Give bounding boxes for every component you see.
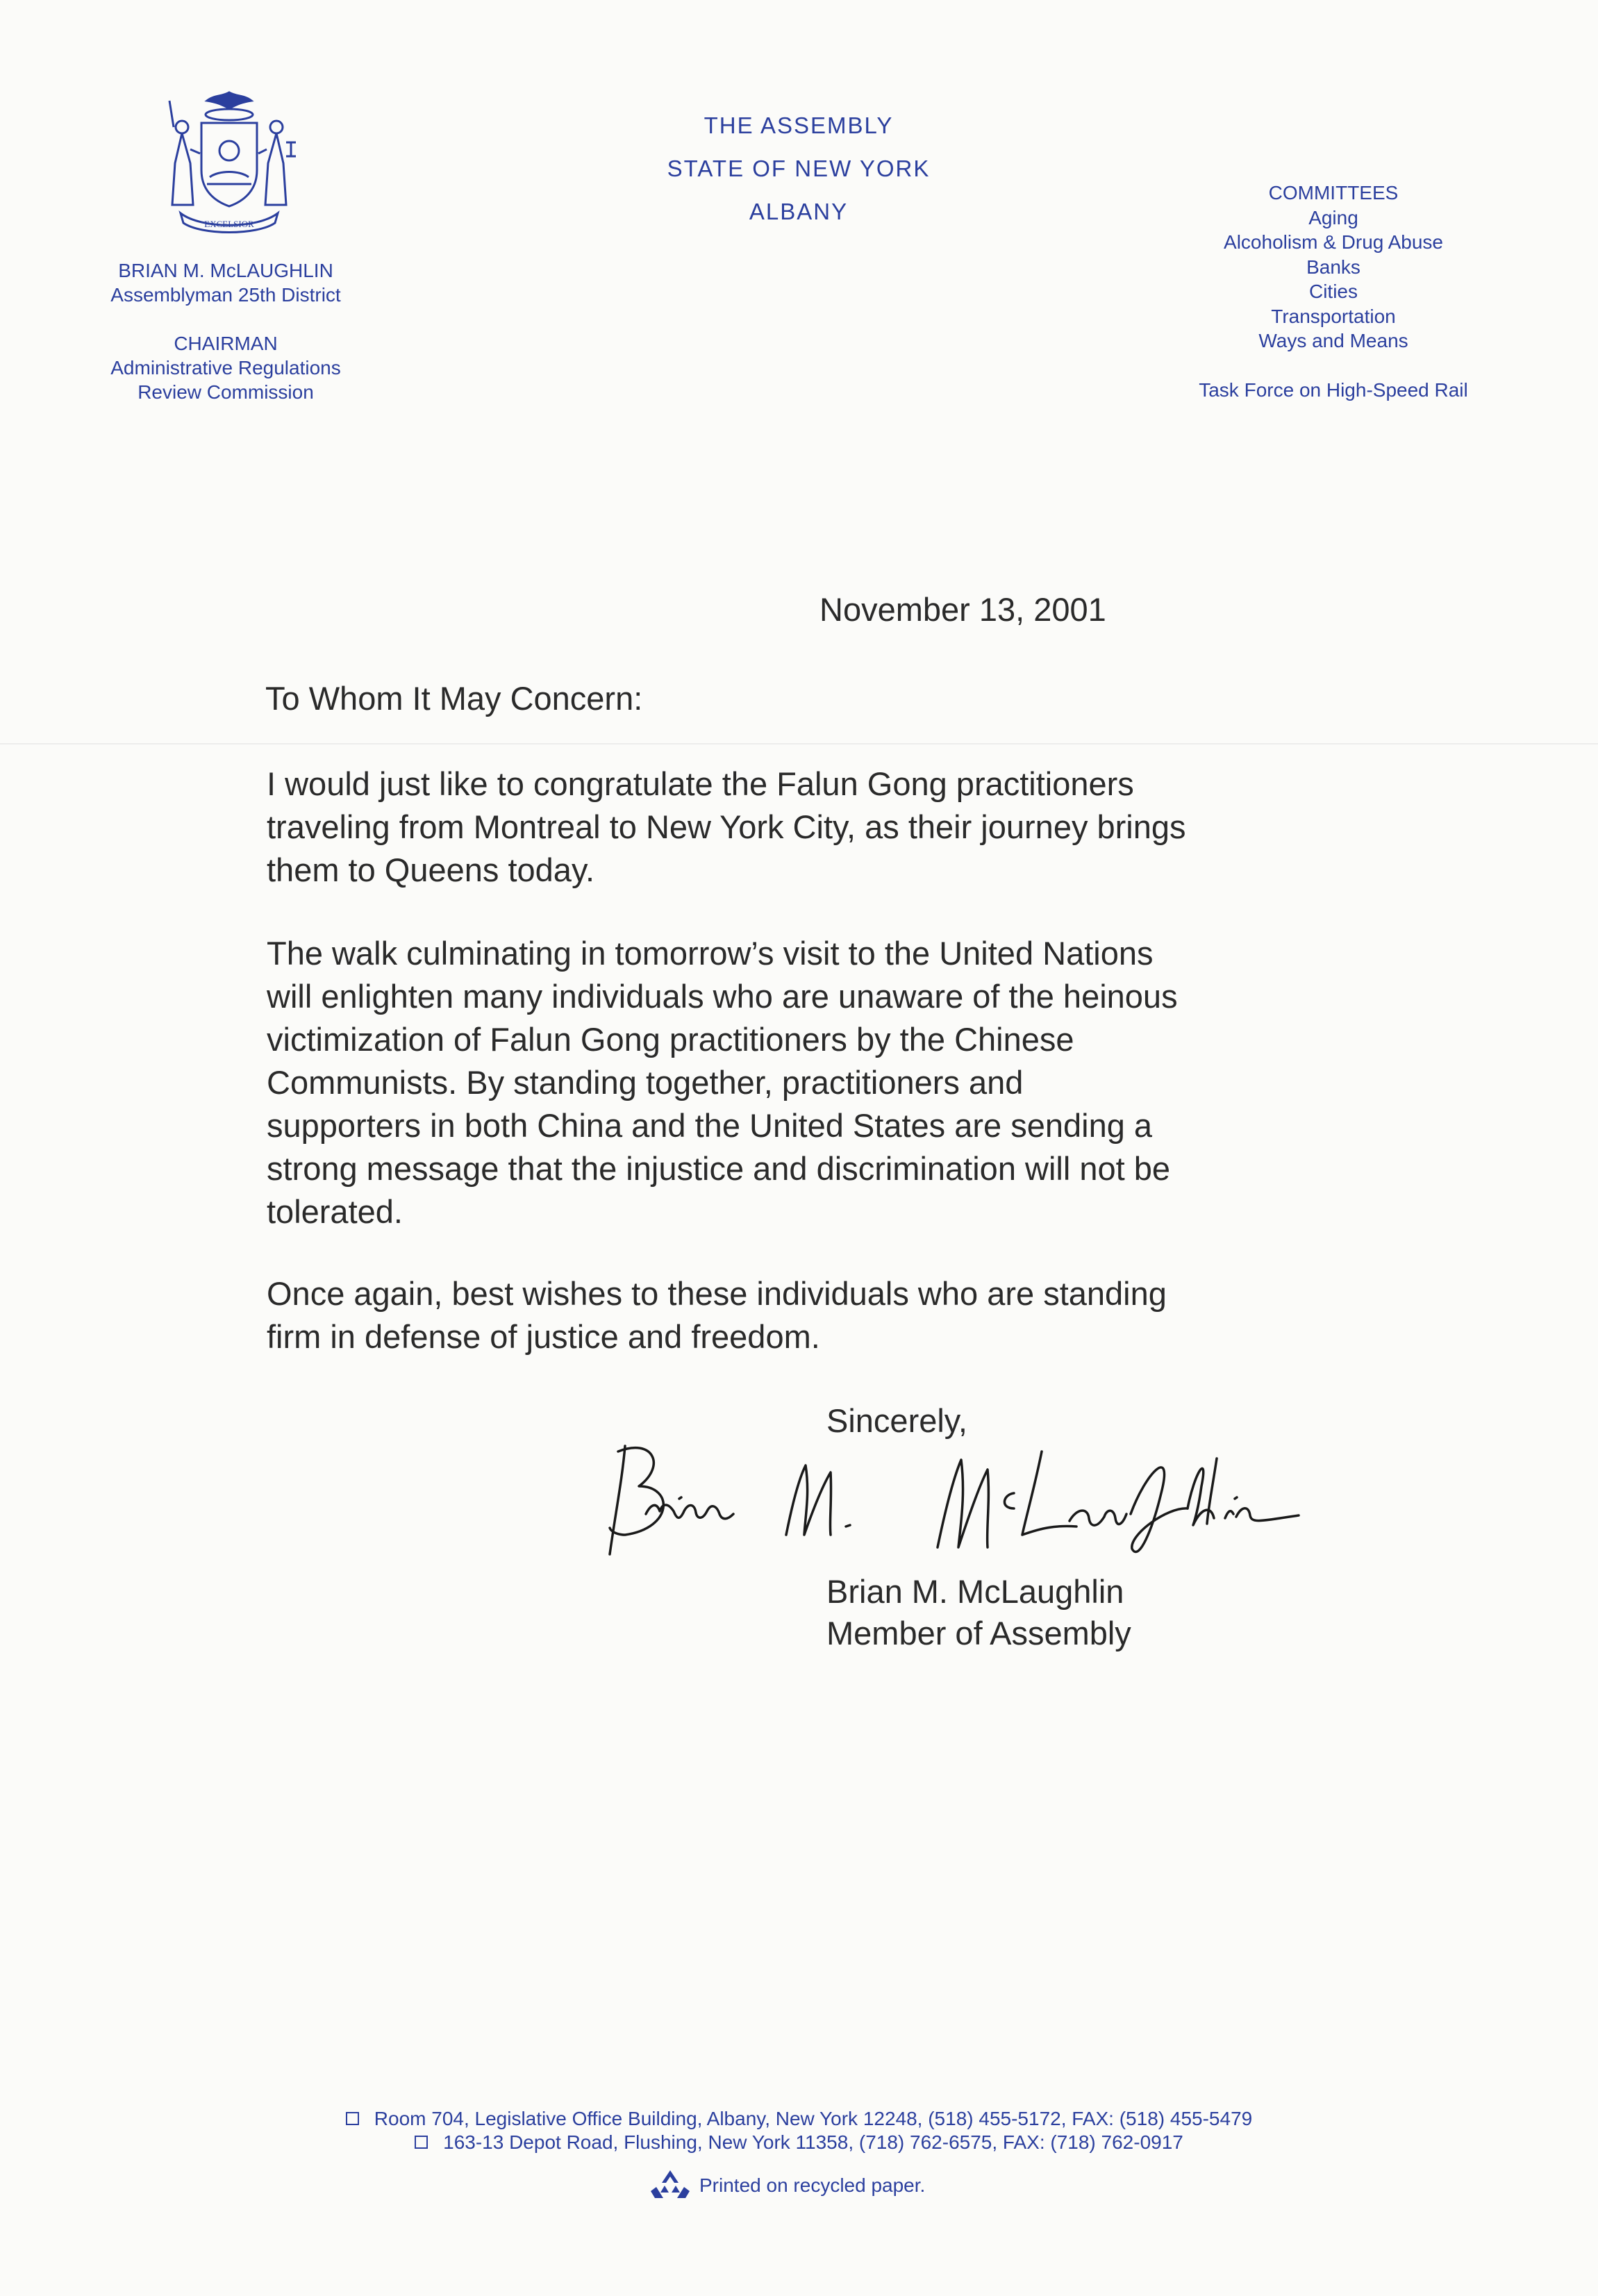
letter-date: November 13, 2001 (819, 591, 1106, 628)
chair-title: CHAIRMAN (174, 333, 278, 354)
footer-address-flushing (0, 2131, 1598, 2154)
signer-title: Member of Assembly (826, 1615, 1131, 1652)
letter-salutation: To Whom It May Concern: (265, 680, 643, 717)
handwritten-signature (597, 1431, 1313, 1570)
committees-list (1125, 181, 1542, 402)
signer-name: Brian M. McLaughlin (826, 1573, 1124, 1610)
assembly-title (590, 104, 1007, 233)
committee-item: Transportation (1271, 305, 1396, 327)
committee-item: Aging (1308, 206, 1358, 228)
letter-paragraph: Once again, best wishes to these individuals who are standing firm in defense of justice and freedom. (267, 1275, 1167, 1355)
recycled-text: Printed on recycled paper. (699, 2174, 926, 2196)
chair-line: Review Commission (138, 381, 314, 403)
new-york-state-seal-icon (153, 87, 306, 236)
checkbox-icon (346, 2112, 359, 2125)
committee-item: Cities (1308, 281, 1358, 302)
address-text: 163-13 Depot Road, Flushing, New York 11358, (718) 762-6575, FAX: (718) 762-0917 (443, 2131, 1183, 2153)
letter-paragraph: I would just like to congratulate the Falun Gong practitioners traveling from Montreal to New York City, as their journey brings them to Queens today. (267, 765, 1186, 888)
task-force: Task Force on High-Speed Rail (1199, 378, 1468, 401)
address-text: Room 704, Legislative Office Building, Albany, New York 12248, (518) 455-5172, FAX: (518) 455-5479 (374, 2108, 1253, 2129)
footer-address-albany (0, 2107, 1598, 2131)
letter-paragraph: The walk culminating in tomorrow’s visit to the United Nations will enlighten many individuals who are unaware of the heinous victimization of Falun Gong practitioners by the Chinese Communists. By standing together, practitioners and supporters in both China and the United States are sending a strong message that the injustice and discrimination will not be tolerated. (267, 935, 1178, 1230)
committees-heading: COMMITTEES (1268, 182, 1399, 203)
signer-block (826, 1571, 1131, 1654)
committee-item: Ways and Means (1258, 330, 1408, 351)
committee-item: Banks (1306, 256, 1360, 278)
recycle-icon (649, 2169, 691, 2202)
title-line-state: STATE OF NEW YORK (667, 156, 931, 181)
checkbox-icon (415, 2136, 428, 2149)
committee-item: Alcoholism & Drug Abuse (1224, 231, 1443, 253)
letter-closing: Sincerely, (826, 1402, 967, 1439)
chair-line: Administrative Regulations (110, 357, 341, 378)
recycled-paper-note (649, 2169, 925, 2202)
title-line-city: ALBANY (749, 199, 849, 224)
paper-fold-line (0, 743, 1598, 744)
member-info (69, 258, 382, 404)
member-district: Assemblyman 25th District (110, 284, 341, 306)
seal-motto: EXCELSIOR (204, 219, 254, 229)
title-line-assembly: THE ASSEMBLY (704, 113, 894, 138)
member-name: BRIAN M. McLAUGHLIN (118, 260, 333, 281)
